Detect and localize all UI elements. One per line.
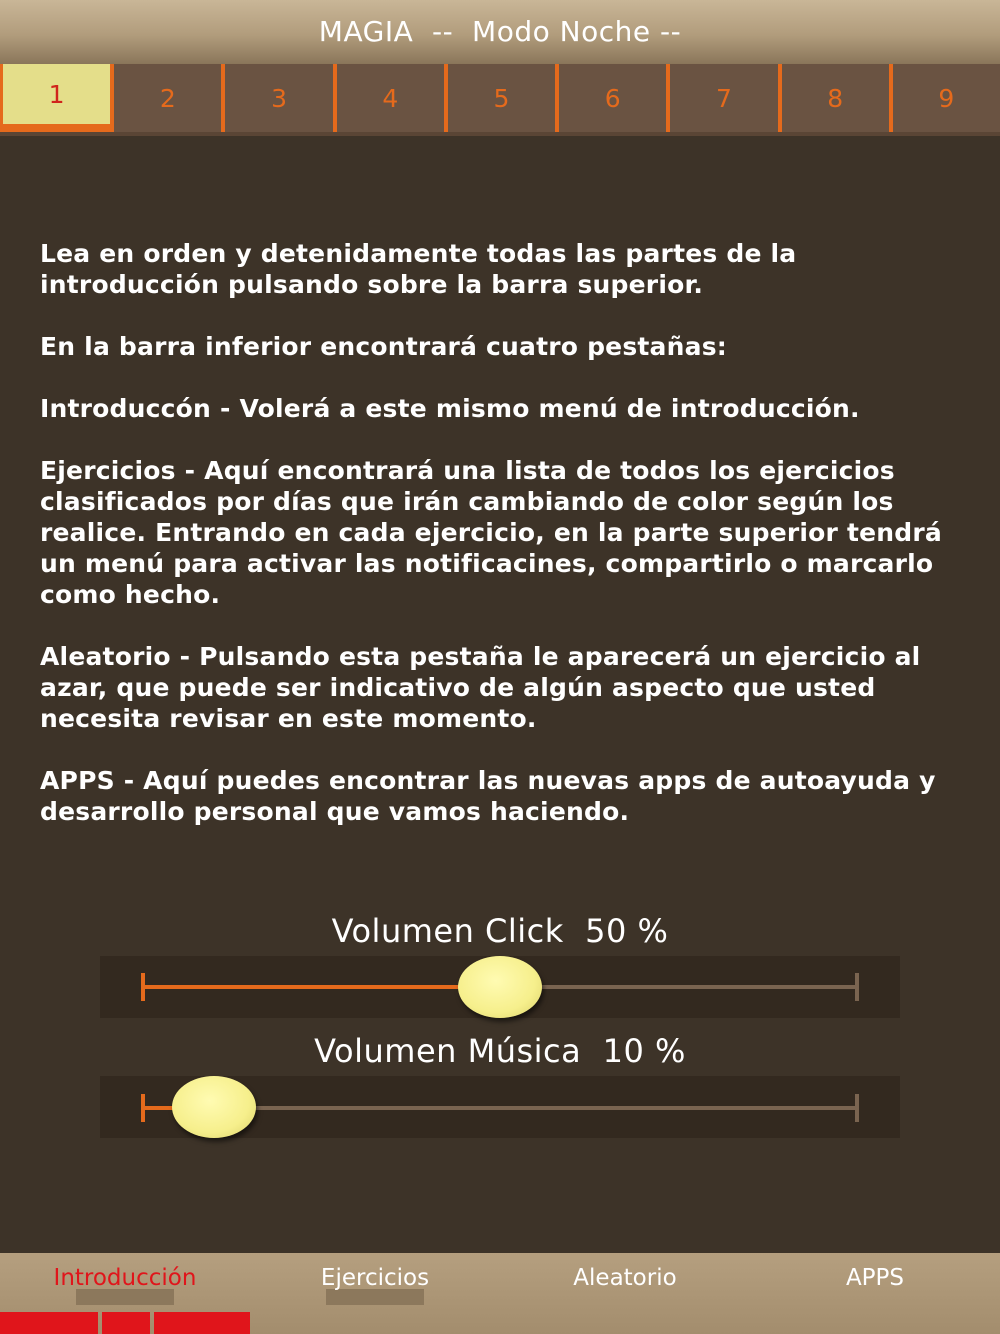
click-volume-fill bbox=[143, 985, 500, 989]
active-tab-indicator bbox=[154, 1312, 250, 1334]
tab-6[interactable]: 6 bbox=[559, 64, 666, 132]
tab-strip-divider bbox=[0, 132, 1000, 136]
tab-2[interactable]: 2 bbox=[114, 64, 221, 132]
tab-aleatorio-label: Aleatorio bbox=[573, 1265, 677, 1291]
section-tabs bbox=[0, 64, 1000, 136]
intro-paragraph: Lea en orden y detenidamente todas las partes de la introducción pulsando sobre la barra superior. bbox=[40, 239, 797, 299]
tab-7[interactable]: 7 bbox=[670, 64, 777, 132]
intro-text bbox=[40, 238, 970, 858]
tab-apps[interactable] bbox=[750, 1253, 1000, 1334]
header-bar bbox=[0, 0, 1000, 64]
page-title: MAGIA -- Modo Noche -- bbox=[318, 14, 682, 48]
tab-4[interactable]: 4 bbox=[337, 64, 444, 132]
tab-5[interactable]: 5 bbox=[448, 64, 555, 132]
intro-paragraph: Ejercicios - Aquí encontrará una lista de todos los ejercicios clasificados por días que irán cambiando de color según los realice. Entrando en cada ejercicio, en la parte superior tendrá un menú para activar las notificacines, compartirlo o marcarlo como hecho. bbox=[40, 456, 942, 609]
tab-introduccion-label: Introducción bbox=[53, 1265, 197, 1291]
tab-1[interactable]: 1 bbox=[3, 64, 110, 132]
tab-9[interactable]: 9 bbox=[893, 64, 1000, 132]
active-tab-indicator bbox=[102, 1312, 150, 1334]
intro-paragraph: Introduccón - Volerá a este mismo menú de introducción. bbox=[40, 394, 860, 423]
click-volume-label: Volumen Click 50 % bbox=[331, 912, 669, 950]
tab-8[interactable]: 8 bbox=[782, 64, 889, 132]
tab-ejercicios[interactable] bbox=[250, 1253, 500, 1334]
click-volume-thumb[interactable] bbox=[458, 956, 542, 1018]
tab-aleatorio[interactable] bbox=[500, 1253, 750, 1334]
active-tab-indicator bbox=[0, 1312, 98, 1334]
intro-paragraph: En la barra inferior encontrará cuatro pestañas: bbox=[40, 332, 727, 361]
music-volume-label: Volumen Música 10 % bbox=[314, 1032, 686, 1070]
click-volume-max-tick bbox=[855, 973, 859, 1001]
bottom-tab-bar bbox=[0, 1253, 1000, 1334]
intro-paragraph: APPS - Aquí puedes encontrar las nuevas apps de autoayuda y desarrollo personal que vamos haciendo. bbox=[40, 766, 936, 826]
music-volume-thumb[interactable] bbox=[172, 1076, 256, 1138]
tab-3[interactable]: 3 bbox=[225, 64, 332, 132]
tab-ejercicios-label: Ejercicios bbox=[320, 1265, 430, 1291]
click-volume-min-tick bbox=[141, 973, 145, 1001]
music-volume-max-tick bbox=[855, 1094, 859, 1122]
tab-apps-label: APPS bbox=[845, 1265, 905, 1291]
intro-paragraph: Aleatorio - Pulsando esta pestaña le aparecerá un ejercicio al azar, que puede ser indicativo de algún aspecto que usted necesita revisar en este momento. bbox=[40, 642, 921, 733]
music-volume-min-tick bbox=[141, 1094, 145, 1122]
